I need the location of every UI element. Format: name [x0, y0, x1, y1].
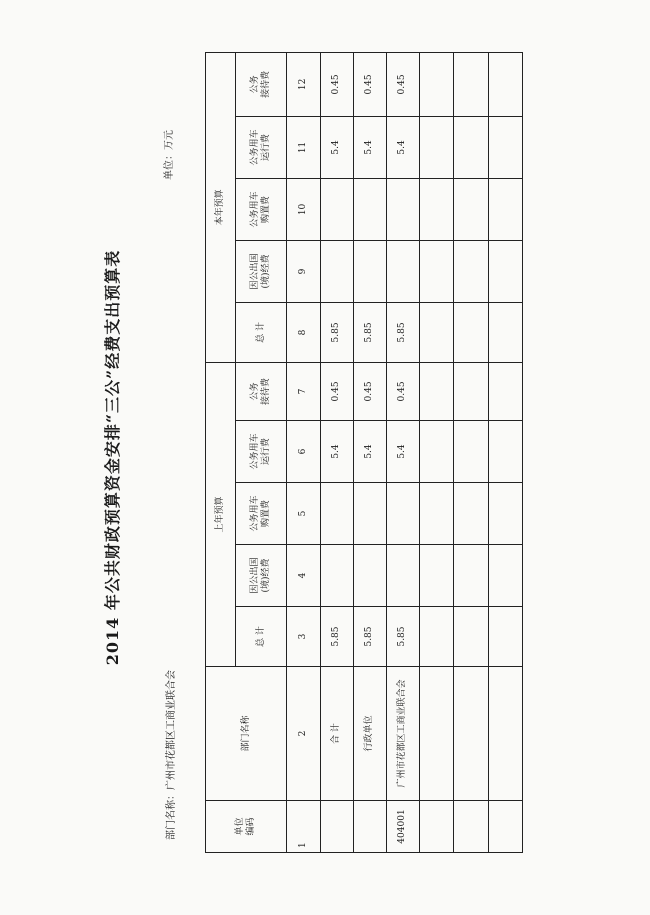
row-code — [320, 801, 353, 853]
this-reception-value: 0.45 — [320, 52, 353, 116]
last-abroad-value — [353, 545, 386, 607]
this-car-operation-value: 5.4 — [353, 116, 386, 178]
column-number: 1 — [287, 801, 320, 853]
last-car-purchase-value — [386, 483, 419, 545]
this-reception-header: 公务 接待费 — [235, 52, 286, 116]
column-number: 8 — [287, 302, 320, 362]
this-abroad-value — [386, 240, 419, 302]
column-number: 11 — [287, 116, 320, 178]
last-car-purchase-value — [353, 483, 386, 545]
this-car-purchase-value — [320, 178, 353, 240]
column-number: 5 — [287, 483, 320, 545]
last-total-value: 5.85 — [386, 607, 419, 667]
empty-row — [454, 52, 488, 852]
column-number-row — [287, 52, 320, 852]
department-label: 部门名称：广州市花都区工商业联合会 — [166, 670, 177, 840]
this-car-operation-value: 5.4 — [320, 116, 353, 178]
this-abroad-value — [320, 240, 353, 302]
last-total-header: 总 计 — [235, 607, 286, 667]
this-total-header: 总 计 — [235, 302, 286, 362]
unit-label: 单位：万元 — [164, 130, 175, 180]
this-car-purchase-header: 公务用车 购置费 — [235, 178, 286, 240]
last-reception-value: 0.45 — [320, 362, 353, 420]
last-car-operation-value: 5.4 — [320, 421, 353, 483]
last-car-operation-value: 5.4 — [353, 421, 386, 483]
column-number: 7 — [287, 362, 320, 420]
this-car-purchase-value — [386, 178, 419, 240]
last-total-value: 5.85 — [320, 607, 353, 667]
last-reception-value: 0.45 — [353, 362, 386, 420]
this-car-purchase-value — [353, 178, 386, 240]
column-number: 2 — [287, 667, 320, 801]
last-year-header: 上年预算 — [206, 362, 236, 666]
last-abroad-value — [386, 545, 419, 607]
this-car-operation-value: 5.4 — [386, 116, 419, 178]
table-row-admin — [353, 52, 386, 852]
this-total-value: 5.85 — [320, 302, 353, 362]
column-number: 4 — [287, 545, 320, 607]
row-name: 广州市花都区工商业联合会 — [386, 667, 419, 801]
this-total-value: 5.85 — [386, 302, 419, 362]
this-abroad-header: 因公出国 (境)经费 — [235, 240, 286, 302]
code-header: 单位 编码 — [206, 801, 287, 853]
row-name: 行政单位 — [353, 667, 386, 801]
last-abroad-value — [320, 545, 353, 607]
empty-row — [420, 52, 454, 852]
budget-table — [205, 52, 523, 853]
this-abroad-value — [353, 240, 386, 302]
column-number: 12 — [287, 52, 320, 116]
name-header: 部门名称 — [206, 667, 287, 801]
header-row-groups — [206, 52, 236, 852]
this-car-operation-header: 公务用车 运行费 — [235, 116, 286, 178]
this-reception-value: 0.45 — [353, 52, 386, 116]
last-reception-header: 公务 接待费 — [235, 362, 286, 420]
last-car-purchase-value — [320, 483, 353, 545]
column-number: 3 — [287, 607, 320, 667]
last-abroad-header: 因公出国 (境)经费 — [235, 545, 286, 607]
column-number: 6 — [287, 421, 320, 483]
this-reception-value: 0.45 — [386, 52, 419, 116]
document-title: 2014 年公共财政预算资金安排“三公”经费支出预算表 — [103, 249, 122, 666]
empty-row — [488, 52, 522, 852]
last-car-operation-value: 5.4 — [386, 421, 419, 483]
last-total-value: 5.85 — [353, 607, 386, 667]
last-reception-value: 0.45 — [386, 362, 419, 420]
last-car-purchase-header: 公务用车 购置费 — [235, 483, 286, 545]
this-total-value: 5.85 — [353, 302, 386, 362]
column-number: 9 — [287, 240, 320, 302]
column-number: 10 — [287, 178, 320, 240]
last-car-operation-header: 公务用车 运行费 — [235, 421, 286, 483]
row-code — [353, 801, 386, 853]
this-year-header: 本年预算 — [206, 52, 236, 362]
row-name: 合 计 — [320, 667, 353, 801]
row-code: 404001 — [386, 801, 419, 853]
table-row-federation — [386, 52, 419, 852]
table-row-total — [320, 52, 353, 852]
